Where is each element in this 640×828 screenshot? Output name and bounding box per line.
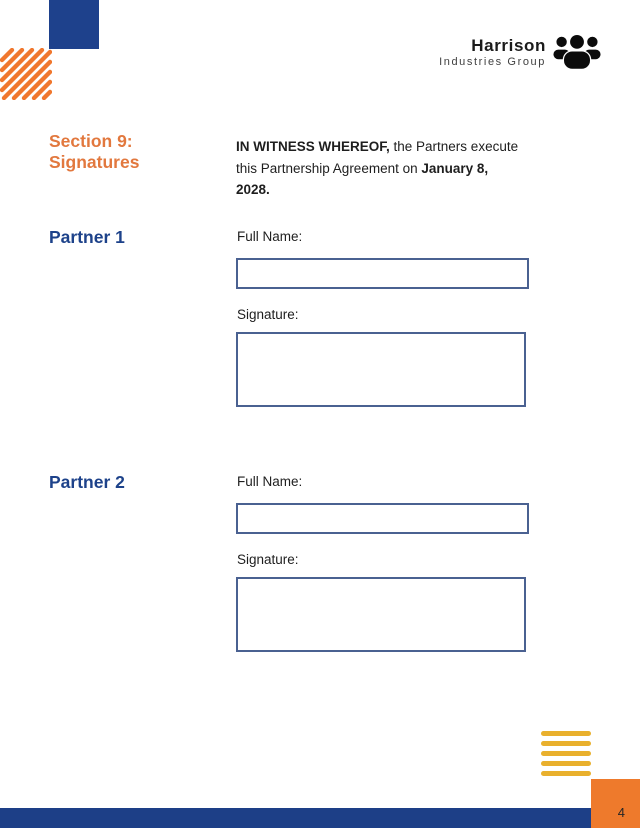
gold-bar xyxy=(541,731,591,736)
page-number: 4 xyxy=(617,805,625,820)
witness-clause-date: January 8, 2028. xyxy=(236,160,489,197)
partner1-full-name-label: Full Name: xyxy=(237,229,303,244)
partner1-signature-label: Signature: xyxy=(237,307,299,322)
logo-tagline: Industries Group xyxy=(439,55,546,68)
company-logo xyxy=(439,33,602,70)
partner1-heading: Partner 1 xyxy=(49,227,125,247)
diagonal-stripes-icon xyxy=(0,48,52,100)
diagonal-stripes-decoration xyxy=(0,48,52,100)
page-number-box xyxy=(591,779,640,828)
witness-clause xyxy=(236,136,521,201)
gold-bar xyxy=(541,761,591,766)
people-group-icon xyxy=(552,33,602,70)
partner2-full-name-label: Full Name: xyxy=(237,474,303,489)
witness-clause-bold-start: IN WITNESS WHEREOF, xyxy=(236,139,390,154)
gold-bar xyxy=(541,741,591,746)
logo-company-name: Harrison xyxy=(471,35,546,55)
gold-bar xyxy=(541,771,591,776)
witness-clause-middle: the Partners execute this Partnership Agreement on xyxy=(236,139,519,176)
partner2-heading: Partner 2 xyxy=(49,472,125,492)
section-title xyxy=(49,131,139,173)
gold-bar xyxy=(541,751,591,756)
footer-bar xyxy=(0,805,640,828)
section-title-line1: Section 9: xyxy=(49,131,133,151)
blue-square-decoration xyxy=(49,0,99,49)
section-title-line2: Signatures xyxy=(49,152,140,172)
partner2-full-name-field[interactable] xyxy=(236,503,529,534)
partner2-signature-field[interactable] xyxy=(236,577,526,652)
horizontal-bars-decoration xyxy=(541,731,591,781)
partner1-full-name-field[interactable] xyxy=(236,258,529,289)
logo-text xyxy=(439,36,546,68)
partner1-signature-field[interactable] xyxy=(236,332,526,407)
partner2-signature-label: Signature: xyxy=(237,552,299,567)
